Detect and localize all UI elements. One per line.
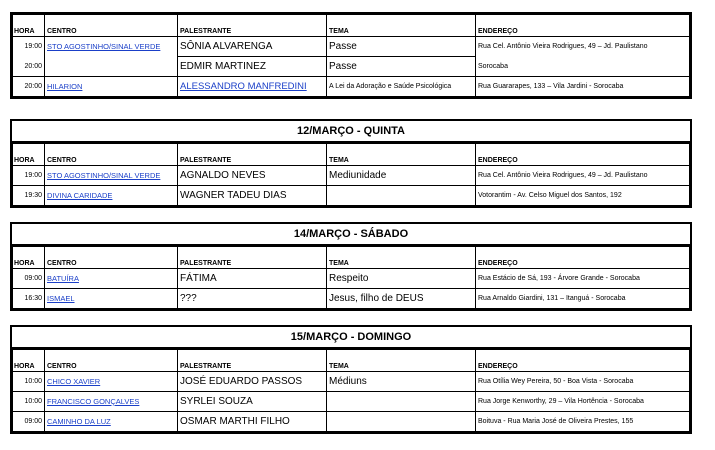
header-endereco: ENDEREÇO xyxy=(476,247,690,269)
cell-endereco: Rua Jorge Kenworthy, 29 – Vila Hortência - Sorocaba xyxy=(476,392,690,412)
schedule-table-4 xyxy=(12,349,690,432)
cell-endereco: Rua Guararapes, 133 – Vila Jardini - Sorocaba xyxy=(476,77,690,97)
cell-tema: Médiuns xyxy=(327,372,476,392)
schedule-table-2 xyxy=(12,143,690,206)
table-header-row xyxy=(13,15,690,37)
cell-tema xyxy=(327,412,476,432)
day-title: 14/MARÇO - SÁBADO xyxy=(12,224,690,246)
header-palestrante: PALESTRANTE xyxy=(178,15,327,37)
table-row xyxy=(13,289,690,309)
schedule-table-1 xyxy=(12,14,690,97)
centro-link[interactable]: HILARION xyxy=(47,82,83,91)
cell-hora: 10:00 xyxy=(13,372,45,392)
cell-hora: 16:30 xyxy=(13,289,45,309)
table-row xyxy=(13,392,690,412)
cell-tema xyxy=(327,186,476,206)
cell-hora: 19:30 xyxy=(13,186,45,206)
palestrante-link[interactable]: ALESSANDRO MANFREDINI xyxy=(180,81,307,92)
header-centro: CENTRO xyxy=(45,15,178,37)
table-header-row xyxy=(13,247,690,269)
cell-tema: Passe xyxy=(327,57,476,77)
header-endereco: ENDEREÇO xyxy=(476,144,690,166)
cell-tema: Jesus, filho de DEUS xyxy=(327,289,476,309)
header-endereco: ENDEREÇO xyxy=(476,15,690,37)
cell-palestrante: OSMAR MARTHI FILHO xyxy=(178,412,327,432)
cell-hora: 20:00 xyxy=(13,57,45,77)
table-header-row xyxy=(13,350,690,372)
table-row xyxy=(13,269,690,289)
cell-hora: 09:00 xyxy=(13,412,45,432)
day-title: 15/MARÇO - DOMINGO xyxy=(12,327,690,349)
schedule-block-4 xyxy=(10,325,692,434)
header-palestrante: PALESTRANTE xyxy=(178,350,327,372)
centro-link[interactable]: DIVINA CARIDADE xyxy=(47,191,113,200)
table-header-row xyxy=(13,144,690,166)
header-tema: TEMA xyxy=(327,144,476,166)
cell-tema: A Lei da Adoração e Saúde Psicológica xyxy=(327,77,476,97)
cell-palestrante: AGNALDO NEVES xyxy=(178,166,327,186)
cell-endereco: Boituva - Rua Maria José de Oliveira Prestes, 155 xyxy=(476,412,690,432)
header-hora: HORA xyxy=(13,247,45,269)
table-row xyxy=(13,77,690,97)
table-row xyxy=(13,412,690,432)
centro-link[interactable]: ISMAEL xyxy=(47,294,75,303)
header-centro: CENTRO xyxy=(45,350,178,372)
header-tema: TEMA xyxy=(327,350,476,372)
header-hora: HORA xyxy=(13,15,45,37)
cell-palestrante: JOSÉ EDUARDO PASSOS xyxy=(178,372,327,392)
schedule-block-2 xyxy=(10,119,692,208)
cell-hora: 09:00 xyxy=(13,269,45,289)
centro-link[interactable]: STO AGOSTINHO/SINAL VERDE xyxy=(47,42,161,52)
cell-palestrante: ??? xyxy=(178,289,327,309)
table-row xyxy=(13,186,690,206)
centro-link[interactable]: CHICO XAVIER xyxy=(47,377,101,386)
schedule-block-3 xyxy=(10,222,692,311)
cell-endereco: Rua Otília Wey Pereira, 50 - Boa Vista - Sorocaba xyxy=(476,372,690,392)
header-endereco: ENDEREÇO xyxy=(476,350,690,372)
centro-link[interactable]: BATUÍRA xyxy=(47,274,79,283)
cell-palestrante: WAGNER TADEU DIAS xyxy=(178,186,327,206)
cell-endereco: Sorocaba xyxy=(476,57,690,77)
centro-link[interactable]: CAMINHO DA LUZ xyxy=(47,417,111,426)
header-centro: CENTRO xyxy=(45,144,178,166)
cell-hora: 19:00 xyxy=(13,37,45,57)
schedule-block-1 xyxy=(10,12,692,99)
header-hora: HORA xyxy=(13,144,45,166)
header-hora: HORA xyxy=(13,350,45,372)
cell-centro xyxy=(45,57,178,77)
cell-endereco: Rua Arnaldo Giardini, 131 – Itanguá - Sorocaba xyxy=(476,289,690,309)
cell-palestrante: FÁTIMA xyxy=(178,269,327,289)
schedule-table-3 xyxy=(12,246,690,309)
cell-palestrante: SÔNIA ALVARENGA xyxy=(178,37,327,57)
cell-tema: Passe xyxy=(327,37,476,57)
header-palestrante: PALESTRANTE xyxy=(178,144,327,166)
cell-endereco: Votorantim - Av. Celso Miguel dos Santos, 192 xyxy=(476,186,690,206)
cell-endereco: Rua Cel. Antônio Vieira Rodrigues, 49 – Jd. Paulistano xyxy=(476,166,690,186)
cell-hora: 19:00 xyxy=(13,166,45,186)
header-tema: TEMA xyxy=(327,15,476,37)
cell-tema: Respeito xyxy=(327,269,476,289)
cell-tema: Mediunidade xyxy=(327,166,476,186)
cell-endereco: Rua Cel. Antônio Vieira Rodrigues, 49 – Jd. Paulistano xyxy=(476,37,690,57)
cell-endereco: Rua Estácio de Sá, 193 - Árvore Grande - Sorocaba xyxy=(476,269,690,289)
centro-link[interactable]: FRANCISCO GONÇALVES xyxy=(47,397,140,406)
cell-tema xyxy=(327,392,476,412)
table-row xyxy=(13,57,690,77)
header-centro: CENTRO xyxy=(45,247,178,269)
table-row xyxy=(13,37,690,57)
cell-palestrante: SYRLEI SOUZA xyxy=(178,392,327,412)
cell-palestrante: EDMIR MARTINEZ xyxy=(178,57,327,77)
header-tema: TEMA xyxy=(327,247,476,269)
day-title: 12/MARÇO - QUINTA xyxy=(12,121,690,143)
table-row xyxy=(13,372,690,392)
header-palestrante: PALESTRANTE xyxy=(178,247,327,269)
cell-hora: 20:00 xyxy=(13,77,45,97)
cell-hora: 10:00 xyxy=(13,392,45,412)
table-row xyxy=(13,166,690,186)
centro-link[interactable]: STO AGOSTINHO/SINAL VERDE xyxy=(47,171,161,180)
